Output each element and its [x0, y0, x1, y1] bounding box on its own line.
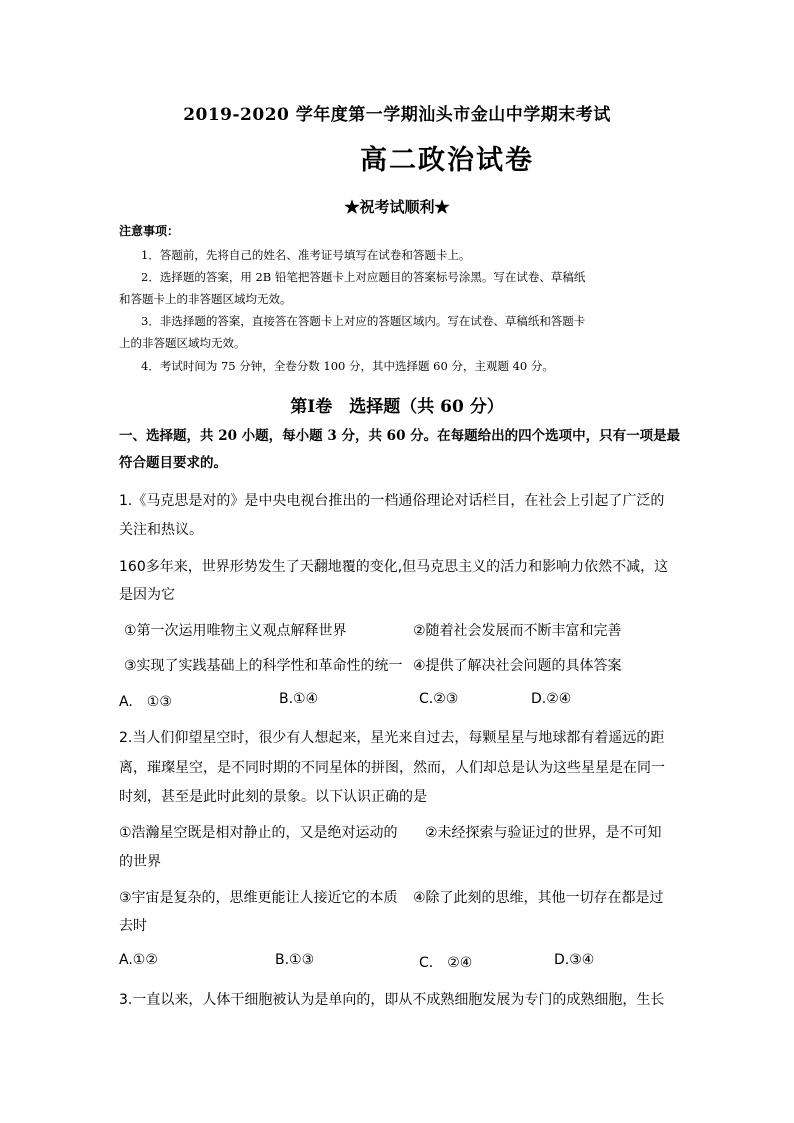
q1-stem-2-cont: 是因为它 — [119, 587, 175, 603]
section-instruction: 一、选择题，共 20 小题，每小题 3 分，共 60 分。在每题给出的四个选项中，只有一项是最 — [119, 428, 681, 444]
q2-stem: 2.当人们仰望星空时，很少有人想起来，星光来自过去，每颗星星与地球都有着遥远的距 — [119, 730, 665, 746]
notice-item-2: 2．选择题的答案，用 2B 铅笔把答题卡上对应题目的答案标号涂黑。写在试卷、草稿纸 — [141, 270, 586, 284]
q2-statement-4-cont: 去时 — [119, 918, 147, 934]
q2-choice-d: D.③④ — [554, 952, 595, 968]
section-instruction-cont: 符合题目要求的。 — [119, 455, 227, 471]
notice-item-4: 4．考试时间为 75 分钟，全卷分数 100 分，其中选择题 60 分，主观题 40 分。 — [141, 359, 554, 373]
notice-heading: 注意事项： — [119, 224, 180, 238]
notice-item-1: 1．答题前，先将自己的姓名、准考证号填写在试卷和答题卡上。 — [141, 248, 471, 262]
q2-choice-b: B.①③ — [275, 952, 315, 968]
q1-stem-2: 160多年来，世界形势发生了天翻地覆的变化,但马克思主义的活力和影响力依然不减，这 — [119, 559, 669, 575]
q1-statement-2: ②随着社会发展而不断丰富和完善 — [413, 623, 622, 639]
exam-title: 2019-2020 学年度第一学期汕头市金山中学期末考试 — [183, 105, 611, 125]
notice-item-3: 3．非选择题的答案，直接答在答题卡上对应的答题区域内。写在试卷、草稿纸和答题卡 — [141, 314, 586, 328]
q2-statement-3: ③宇宙是复杂的，思维更能让人接近它的本质 — [119, 890, 398, 906]
q2-stem-cont-1: 离，璀璨星空，是不同时期的不同星体的拼图，然而，人们却总是认为这些星星是在同一 — [119, 760, 665, 776]
q2-choice-c: C. ②④ — [419, 955, 473, 971]
blessing-line: ★祝考试顺利★ — [344, 198, 450, 216]
q1-choice-d: D.②④ — [531, 691, 572, 707]
notice-item-3-cont: 上的非答题区域均无效。 — [119, 336, 246, 350]
q1-statement-4: ④提供了解决社会问题的具体答案 — [413, 658, 622, 674]
q1-choice-a: A. ①③ — [119, 694, 172, 710]
q3-stem: 3.一直以来，人体干细胞被认为是单向的，即从不成熟细胞发展为专门的成熟细胞，生长 — [119, 992, 665, 1008]
q1-stem-cont: 关注和热议。 — [119, 522, 203, 538]
q2-stem-cont-2: 时刻，甚至是此时此刻的景象。以下认识正确的是 — [119, 789, 427, 805]
paper-title: 高二政治试卷 — [360, 145, 534, 176]
q2-statement-2-cont: 的世界 — [119, 854, 161, 870]
q1-choice-b: B.①④ — [279, 691, 319, 707]
q1-stem: 1.《马克思是对的》是中央电视台推出的一档通俗理论对话栏目，在社会上引起了广泛的 — [119, 493, 665, 509]
q1-choice-c: C.②③ — [419, 691, 459, 707]
q1-statement-1: ①第一次运用唯物主义观点解释世界 — [124, 623, 347, 639]
q2-statement-2: ②未经探索与验证过的世界，是不可知 — [425, 825, 662, 841]
notice-item-2-cont: 和答题卡上的非答题区域均无效。 — [119, 292, 292, 306]
q2-statement-1: ①浩瀚星空既是相对静止的，又是绝对运动的 — [119, 825, 398, 841]
q1-statement-3: ③实现了实践基础上的科学性和革命性的统一 — [124, 658, 403, 674]
section-title: 第Ⅰ卷 选择题（共 60 分） — [290, 397, 504, 417]
q2-choice-a: A.①② — [119, 952, 158, 968]
q2-statement-4: ④除了此刻的思维，其他一切存在都是过 — [413, 890, 664, 906]
